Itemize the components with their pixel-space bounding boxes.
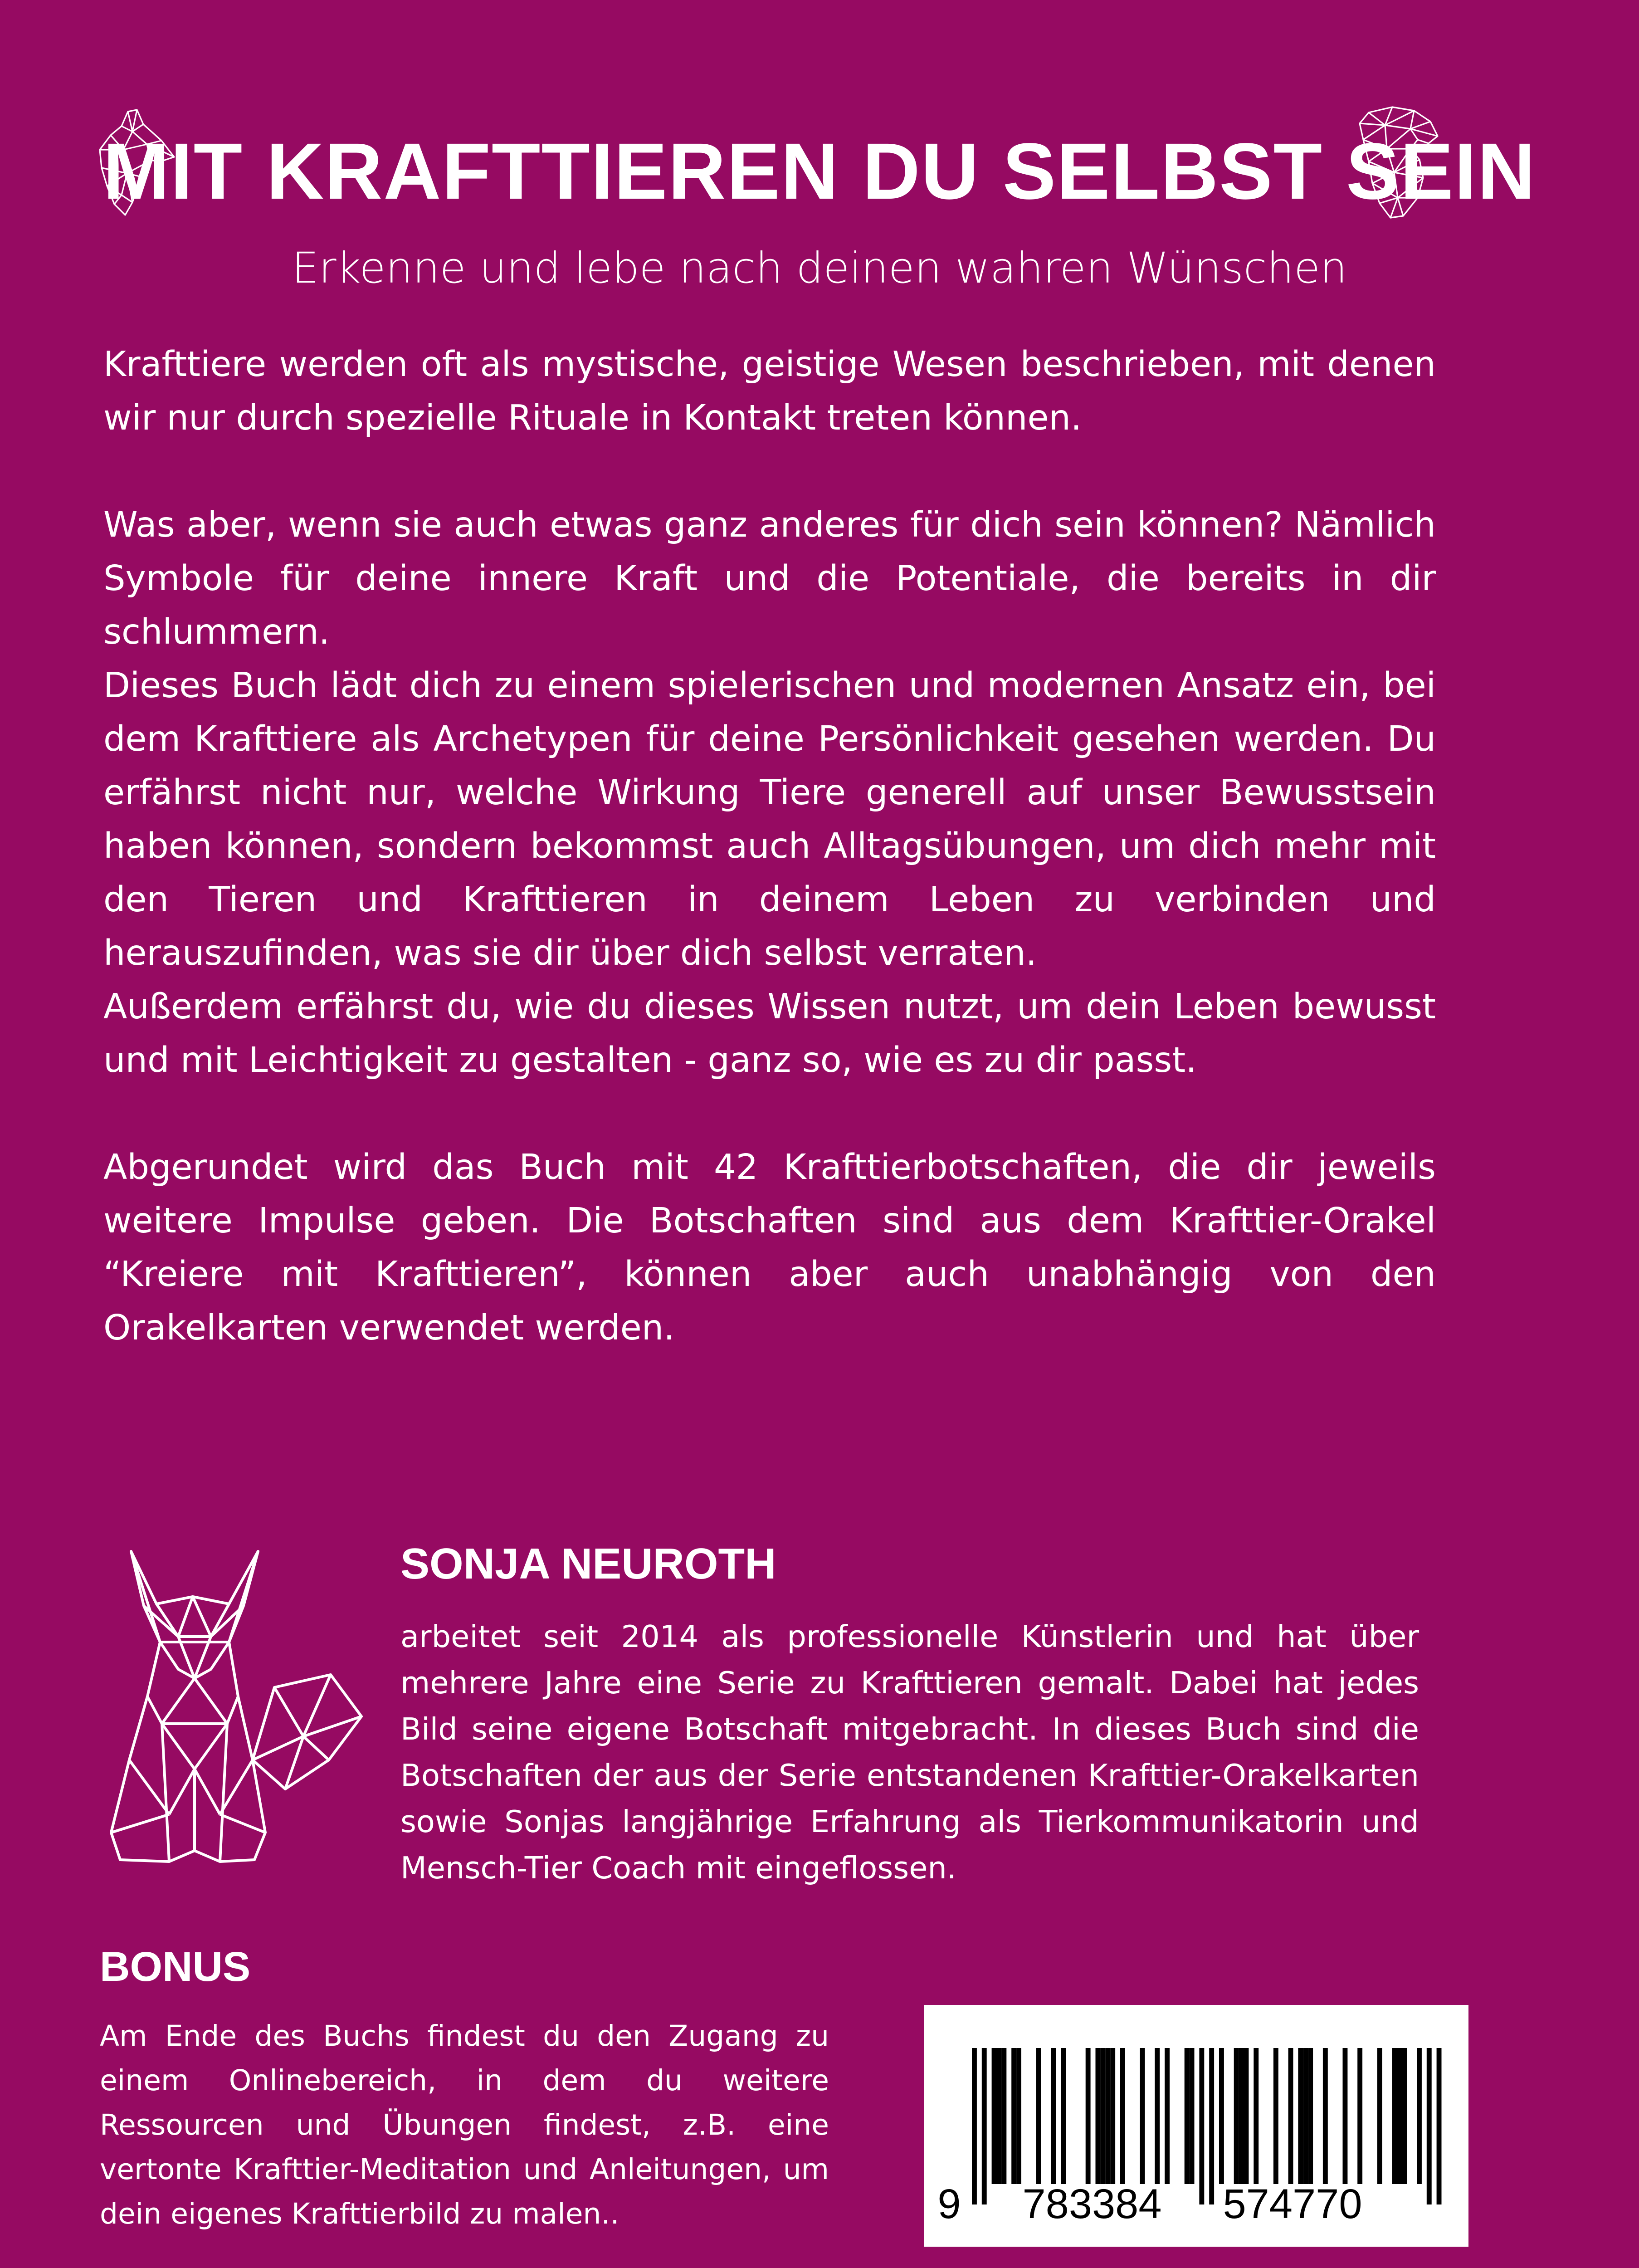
barcode-bar	[1377, 2048, 1382, 2184]
barcode-bar	[1190, 2048, 1195, 2184]
barcode-bar	[1357, 2048, 1362, 2184]
barcode-bar	[1165, 2048, 1170, 2184]
barcode-bar	[1100, 2048, 1105, 2184]
barcode-bar	[1036, 2048, 1041, 2184]
book-title: MIT KRAFTTIEREN DU SELBST SEIN	[103, 127, 1536, 216]
barcode-group-left: 783384	[1022, 2181, 1162, 2227]
bonus-heading: BONUS	[100, 1944, 251, 1990]
barcode-bar	[1298, 2048, 1303, 2184]
barcode-bar	[1343, 2048, 1348, 2184]
barcode-digit-first: 9	[937, 2181, 961, 2227]
fox-illustration-icon	[93, 1542, 365, 1878]
barcode-bar	[992, 2048, 997, 2184]
barcode-bar	[1427, 2048, 1432, 2204]
barcode-bar	[1308, 2048, 1313, 2184]
blurb-paragraph-4: Außerdem erfährst du, wie du dieses Wissen nutzt, um dein Leben bewusst und mit Leichtigkeit zu gestalten - ganz so, wie es zu dir passt.	[103, 987, 1436, 1080]
barcode-bar	[1105, 2048, 1110, 2184]
barcode-bar	[1140, 2048, 1145, 2184]
barcode-bar	[1397, 2048, 1402, 2184]
barcode-bar	[1437, 2048, 1442, 2204]
barcode-bar	[1402, 2048, 1407, 2184]
barcode-bar	[1096, 2048, 1101, 2184]
barcode-bar	[1323, 2048, 1328, 2184]
barcode-bar	[1011, 2048, 1016, 2184]
barcode-bar	[1219, 2048, 1224, 2184]
barcode-bar	[1288, 2048, 1293, 2184]
barcode-bar	[1016, 2048, 1021, 2184]
barcode-bar	[1273, 2048, 1278, 2184]
barcode-bar	[1001, 2048, 1006, 2184]
blurb-paragraph-1: Krafttiere werden oft als mystische, geistige Wesen beschrieben, mit denen wir nur durch spezielle Rituale in Kontakt treten können.	[103, 344, 1436, 438]
barcode-bar	[1392, 2048, 1397, 2184]
bonus-text: Am Ende des Buchs findest du den Zugang zu einem Onlinebereich, in dem du weitere Ressourcen und Übungen findest, z.B. eine vertonte Krafttier-Meditation und Anleitungen, um dein eigenes Krafttierbild zu malen..	[100, 2019, 829, 2230]
barcode-bar	[982, 2048, 987, 2204]
author-bio: arbeitet seit 2014 als professionelle Künstlerin und hat über mehrere Jahre eine Serie zu Krafttieren gemalt. Dabei hat jedes Bild seine eigene Botschaft mitgebracht. In dieses Buch sind die Botschaften der aus der Serie entstandenen Krafttier-Orakelkarten sowie Sonjas langjährige Erfahrung als Tierkommunikatorin und Mensch-Tier Coach mit eingeflossen.	[400, 1619, 1419, 1886]
barcode-bar	[1239, 2048, 1244, 2184]
barcode-group-right: 574770	[1223, 2181, 1362, 2227]
barcode-bar	[1244, 2048, 1249, 2184]
blurb	[103, 338, 1436, 1355]
barcode-bar	[997, 2048, 1002, 2184]
barcode-bar	[972, 2048, 977, 2204]
barcode-bar	[1254, 2048, 1259, 2184]
barcode-bar	[1120, 2048, 1125, 2184]
barcode-bar	[1209, 2048, 1214, 2204]
barcode-bar	[1417, 2048, 1422, 2184]
barcode-bar	[1234, 2048, 1239, 2184]
barcode-bar	[1061, 2048, 1066, 2184]
barcode-bar	[1185, 2048, 1190, 2184]
barcode-bar	[1199, 2048, 1204, 2204]
blurb-paragraph-3: Dieses Buch lädt dich zu einem spielerischen und modernen Ansatz ein, bei dem Krafttiere als Archetypen für deine Persönlichkeit gesehen werden. Du erfährst nicht nur, welche Wirkung Tiere generell auf unser Bewusstsein haben können, sondern bekommst auch Alltagsübungen, um dich mehr mit den Tieren und Krafttieren in deinem Leben zu verbinden und herauszufinden, was sie dir über dich selbst verraten.	[103, 665, 1436, 973]
barcode-bar	[1303, 2048, 1308, 2184]
isbn-barcode	[924, 2005, 1468, 2247]
book-subtitle: Erkenne und lebe nach deinen wahren Wünschen	[292, 244, 1347, 293]
barcode-bar	[1155, 2048, 1160, 2184]
blurb-paragraph-5: Abgerundet wird das Buch mit 42 Krafttierbotschaften, die dir jeweils weitere Impulse geben. Die Botschaften sind aus dem Krafttier-Orakel “Kreiere mit Krafttieren”, können aber auch unabhängig von den Orakelkarten verwendet werden.	[103, 1147, 1436, 1348]
barcode-bar	[1110, 2048, 1115, 2184]
barcode-bar	[1086, 2048, 1091, 2184]
blurb-paragraph-2: Was aber, wenn sie auch etwas ganz anderes für dich sein können? Nämlich Symbole für deine innere Kraft und die Potentiale, die bereits in dir schlummern.	[103, 505, 1436, 652]
author-name: SONJA NEUROTH	[400, 1540, 776, 1588]
barcode-bar	[1051, 2048, 1056, 2184]
